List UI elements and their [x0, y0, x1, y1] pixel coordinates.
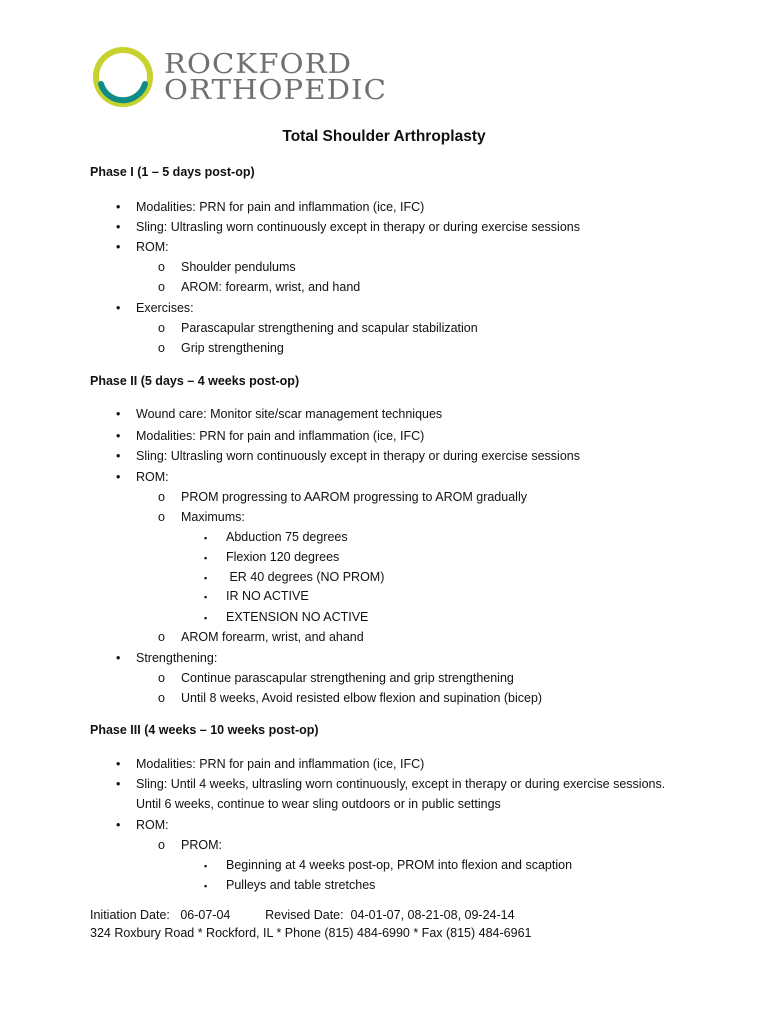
sub-bullet-icon: o — [158, 838, 165, 852]
list-item: Maximums: — [181, 510, 245, 524]
list-item: Until 8 weeks, Avoid resisted elbow flexion and supination (bicep) — [181, 691, 543, 705]
list-item: Shoulder pendulums — [181, 260, 296, 274]
document-title: Total Shoulder Arthroplasty — [282, 128, 486, 145]
list-item: ER 40 degrees (NO PROM) — [226, 570, 385, 584]
bullet-icon: • — [116, 777, 121, 791]
phase-1-sling: Sling: Ultrasling worn continuously except in therapy or during exercise sessions — [136, 220, 580, 234]
list-item: AROM forearm, wrist, and ahand — [181, 630, 364, 644]
list-item: Grip strengthening — [181, 341, 284, 355]
sub-bullet-icon: o — [158, 691, 165, 705]
footer-address: 324 Roxbury Road * Rockford, IL * Phone (815) 484-6990 * Fax (815) 484-6961 — [90, 926, 532, 940]
list-item: PROM: — [181, 838, 222, 852]
phase-1-rom: ROM: — [136, 240, 169, 254]
square-bullet-icon: ▪ — [204, 553, 208, 563]
square-bullet-icon: ▪ — [204, 861, 208, 871]
list-item: Beginning at 4 weeks post-op, PROM into flexion and scaption — [226, 858, 573, 872]
phase-3-rom: ROM: — [136, 818, 169, 832]
bullet-icon: • — [116, 757, 121, 771]
phase-2-heading: Phase II (5 days – 4 weeks post-op) — [90, 374, 300, 388]
bullet-icon: • — [116, 407, 121, 421]
bullet-icon: • — [116, 449, 121, 463]
bullet-icon: • — [116, 470, 121, 484]
phase-3-modalities: Modalities: PRN for pain and inflammation (ice, IFC) — [136, 757, 425, 771]
phase-3-sling-continued: Until 6 weeks, continue to wear sling outdoors or in public settings — [136, 797, 501, 811]
logo-wordmark — [164, 49, 388, 106]
sub-bullet-icon: o — [158, 490, 165, 504]
sub-bullet-icon: o — [158, 671, 165, 685]
phase-2-modalities: Modalities: PRN for pain and inflammation (ice, IFC) — [136, 429, 425, 443]
list-item: Flexion 120 degrees — [226, 550, 340, 564]
list-item: EXTENSION NO ACTIVE — [226, 610, 369, 624]
square-bullet-icon: ▪ — [204, 573, 208, 583]
sub-bullet-icon: o — [158, 260, 165, 274]
phase-1-modalities: Modalities: PRN for pain and inflammation (ice, IFC) — [136, 200, 425, 214]
bullet-icon: • — [116, 818, 121, 832]
list-item: Abduction 75 degrees — [226, 530, 348, 544]
list-item: Parascapular strengthening and scapular stabilization — [181, 321, 478, 335]
list-item: AROM: forearm, wrist, and hand — [181, 280, 361, 294]
logo-ring-icon — [92, 44, 156, 110]
phase-1-heading: Phase I (1 – 5 days post-op) — [90, 165, 255, 179]
phase-2-rom: ROM: — [136, 470, 169, 484]
bullet-icon: • — [116, 651, 121, 665]
square-bullet-icon: ▪ — [204, 881, 208, 891]
phase-3-heading: Phase III (4 weeks – 10 weeks post-op) — [90, 723, 319, 737]
list-item: Continue parascapular strengthening and grip strengthening — [181, 671, 514, 685]
sub-bullet-icon: o — [158, 280, 165, 294]
bullet-icon: • — [116, 301, 121, 315]
phase-2-strengthening: Strengthening: — [136, 651, 218, 665]
logo-line-1: ROCKFORD — [164, 49, 353, 80]
square-bullet-icon: ▪ — [204, 592, 208, 602]
list-item: IR NO ACTIVE — [226, 589, 309, 603]
phase-3-sling: Sling: Until 4 weeks, ultrasling worn continuously, except in therapy or during exercise sessions. — [136, 777, 666, 791]
bullet-icon: • — [116, 429, 121, 443]
bullet-icon: • — [116, 200, 121, 214]
list-item: PROM progressing to AAROM progressing to AROM gradually — [181, 490, 527, 504]
sub-bullet-icon: o — [158, 510, 165, 524]
sub-bullet-icon: o — [158, 341, 165, 355]
bullet-icon: • — [116, 220, 121, 234]
phase-1-exercises: Exercises: — [136, 301, 194, 315]
bullet-icon: • — [116, 240, 121, 254]
logo-line-2: ORTHOPEDIC — [164, 75, 388, 106]
sub-bullet-icon: o — [158, 321, 165, 335]
list-item: Pulleys and table stretches — [226, 878, 376, 892]
footer-dates: Initiation Date: 06-07-04 Revised Date: 04-01-07, 08-21-08, 09-24-14 — [90, 908, 515, 922]
sub-bullet-icon: o — [158, 630, 165, 644]
phase-2-wound-care: Wound care: Monitor site/scar management techniques — [136, 407, 443, 421]
square-bullet-icon: ▪ — [204, 533, 208, 543]
square-bullet-icon: ▪ — [204, 613, 208, 623]
phase-2-sling: Sling: Ultrasling worn continuously except in therapy or during exercise sessions — [136, 449, 580, 463]
